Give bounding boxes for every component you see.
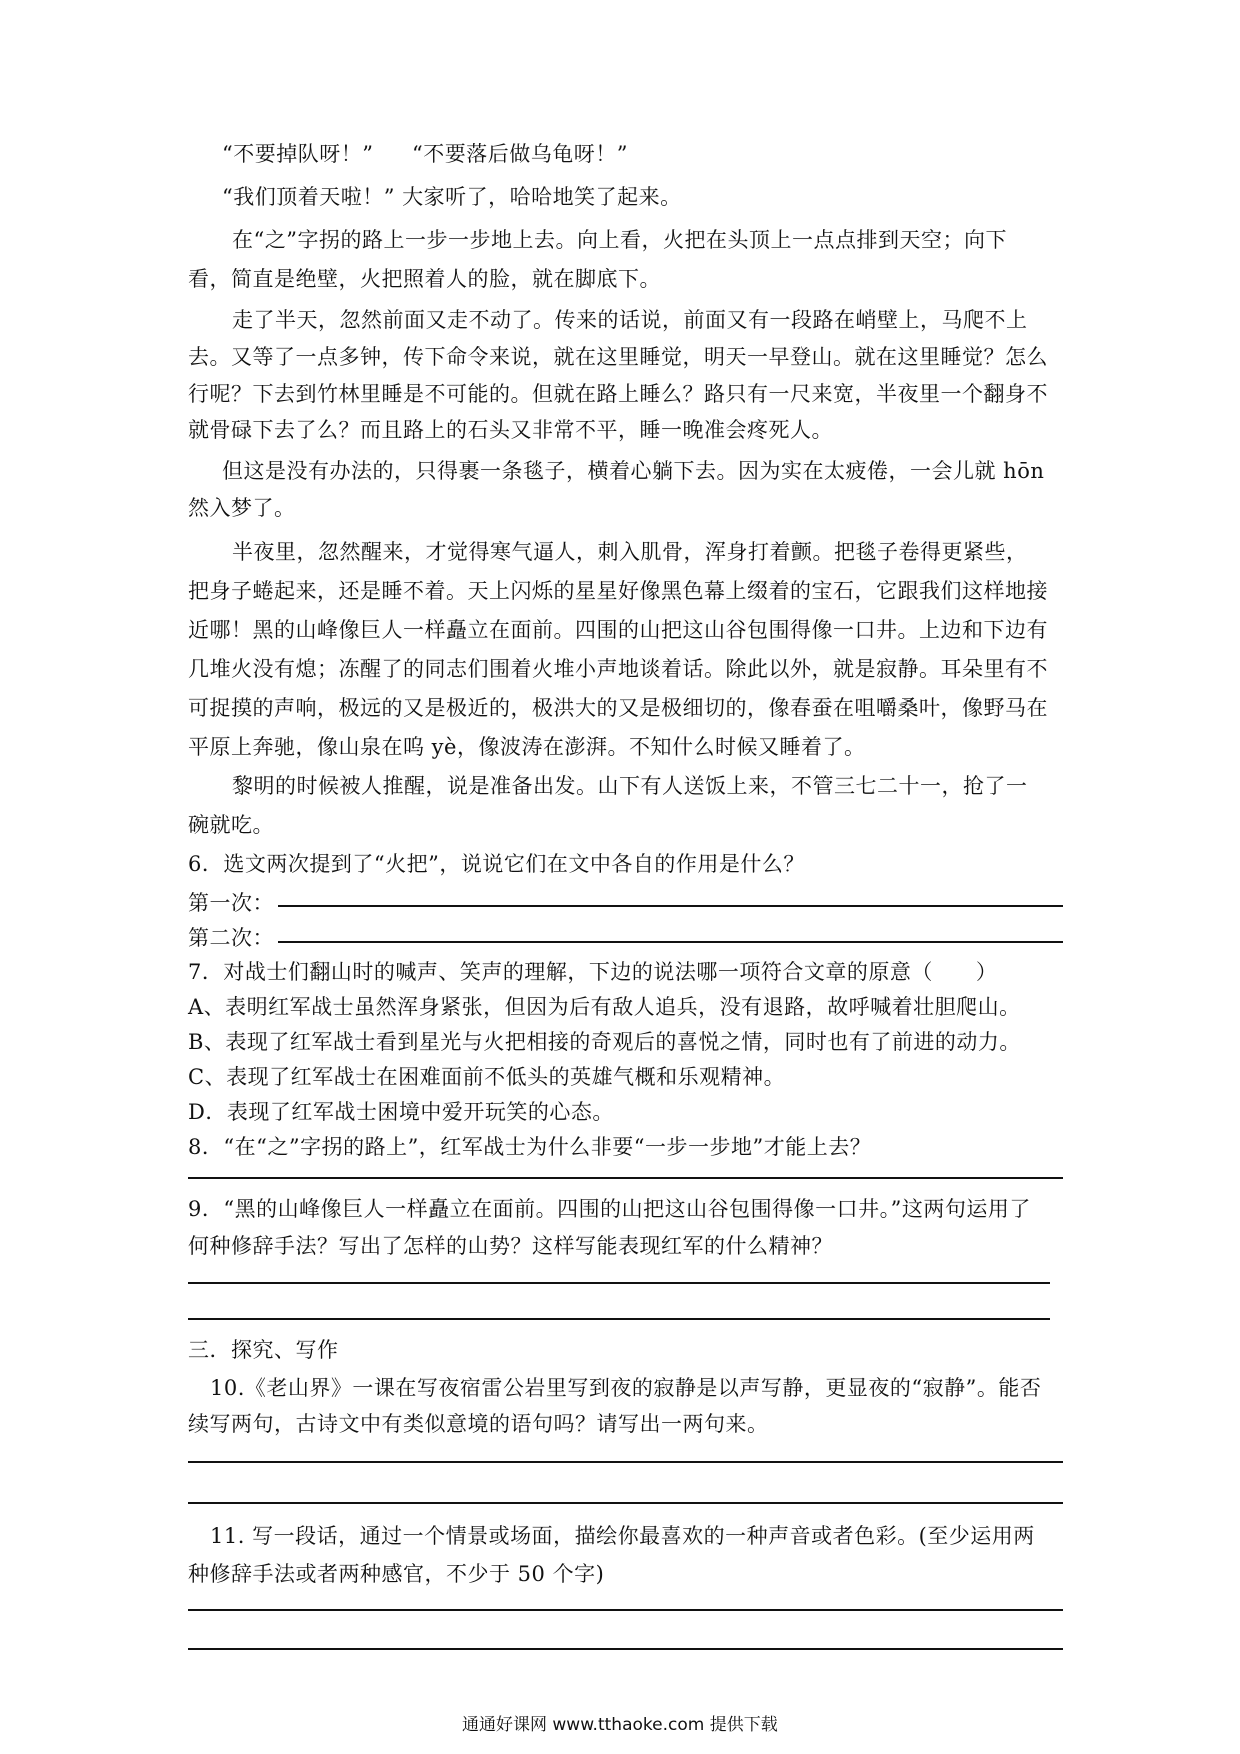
section-3-heading: 三．探究、写作 [188,1338,339,1362]
passage-line: “我们顶着天啦！” 大家听了，哈哈地笑了起来。 [222,185,682,209]
q10-answer-line-1[interactable] [188,1461,1063,1463]
passage-line: 看，简直是绝壁，火把照着人的脸，就在脚底下。 [188,267,661,291]
question-7: 7．对战士们翻山时的喊声、笑声的理解，下边的说法哪一项符合文章的原意（ ） [188,960,998,984]
passage-line: 就骨碌下去了么？而且路上的石头又非常不平，睡一晚准会疼死人。 [188,418,833,442]
passage-line: 行呢？下去到竹林里睡是不可能的。但就在路上睡么？路只有一尺来宽，半夜里一个翻身不 [188,382,1048,406]
passage-line: 近哪！黑的山峰像巨人一样矗立在面前。四围的山把这山谷包围得像一口井。上边和下边有 [188,618,1048,642]
passage-line: 碗就吃。 [188,813,274,837]
q11-answer-line-2[interactable] [188,1648,1063,1650]
q6-second-label: 第二次： [188,926,274,950]
q9-answer-line-1[interactable] [188,1282,1050,1284]
question-8: 8．“在“之”字拐的路上”，红军战士为什么非要“一步一步地”才能上去？ [188,1135,872,1159]
q7-option-a: A、表明红军战士虽然浑身紧张，但因为后有敌人追兵，没有退路，故呼喊着壮胆爬山。 [188,995,1021,1019]
footer-download-credit: 通通好课网 www.tthaoke.com 提供下载 [462,1715,778,1735]
passage-line: 然入梦了。 [188,496,296,520]
question-6: 6．选文两次提到了“火把”，说说它们在文中各自的作用是什么？ [188,852,805,876]
passage-line: 可捉摸的声响，极远的又是极近的，极洪大的又是极细切的，像春蚕在咀嚼桑叶，像野马在 [188,696,1048,720]
passage-line: 半夜里，忽然醒来，才觉得寒气逼人，刺入肌骨，浑身打着颤。把毯子卷得更紧些， [232,540,1028,564]
passage-line: 在“之”字拐的路上一步一步地上去。向上看，火把在头顶上一点点排到天空；向下 [232,228,1007,252]
q6-first-label: 第一次： [188,891,274,915]
passage-line: 黎明的时候被人推醒，说是准备出发。山下有人送饭上来，不管三七二十一，抢了一 [232,774,1028,798]
passage-line: 几堆火没有熄；冻醒了的同志们围着火堆小声地谈着话。除此以外，就是寂静。耳朵里有不 [188,657,1048,681]
passage-line: “不要落后做乌龟呀！” [412,142,628,166]
question-11-line-2: 种修辞手法或者两种感官，不少于 50 个字) [188,1562,605,1586]
q7-option-d: D．表现了红军战士困境中爱开玩笑的心态。 [188,1100,614,1124]
passage-line: 平原上奔驰，像山泉在呜 yè，像波涛在澎湃。不知什么时候又睡着了。 [188,735,866,759]
passage-line: 去。又等了一点多钟，传下命令来说，就在这里睡觉，明天一早登山。就在这里睡觉？怎么 [188,345,1048,369]
q8-answer-line[interactable] [188,1177,1063,1179]
q6-first-answer-line[interactable] [278,905,1063,907]
question-10-line-2: 续写两句，古诗文中有类似意境的语句吗？请写出一两句来。 [188,1412,769,1436]
question-11-line-1: 11. 写一段话，通过一个情景或场面，描绘你最喜欢的一种声音或者色彩。(至少运用两 [210,1524,1035,1548]
passage-line: 走了半天，忽然前面又走不动了。传来的话说，前面又有一段路在峭壁上，马爬不上 [232,308,1028,332]
q10-answer-line-2[interactable] [188,1502,1063,1504]
passage-line: 把身子蜷起来，还是睡不着。天上闪烁的星星好像黑色幕上缀着的宝石，它跟我们这样地接 [188,579,1048,603]
passage-line: 但这是没有办法的，只得裹一条毯子，横着心躺下去。因为实在太疲倦，一会儿就 hōn [222,459,1045,483]
passage-line: “不要掉队呀！” [222,142,374,166]
question-9-line-1: 9．“黑的山峰像巨人一样矗立在面前。四围的山把这山谷包围得像一口井。”这两句运用了 [188,1197,1031,1221]
question-9-line-2: 何种修辞手法？写出了怎样的山势？这样写能表现红军的什么精神？ [188,1234,833,1258]
q7-option-b: B、表现了红军战士看到星光与火把相接的奇观后的喜悦之情，同时也有了前进的动力。 [188,1030,1021,1054]
q11-answer-line-1[interactable] [188,1609,1063,1611]
q9-answer-line-2[interactable] [188,1318,1050,1320]
q6-second-answer-line[interactable] [278,941,1063,943]
question-10-line-1: 10.《老山界》一课在写夜宿雷公岩里写到夜的寂静是以声写静，更显夜的“寂静”。能否 [210,1376,1042,1400]
q7-option-c: C、表现了红军战士在困难面前不低头的英雄气概和乐观精神。 [188,1065,786,1089]
